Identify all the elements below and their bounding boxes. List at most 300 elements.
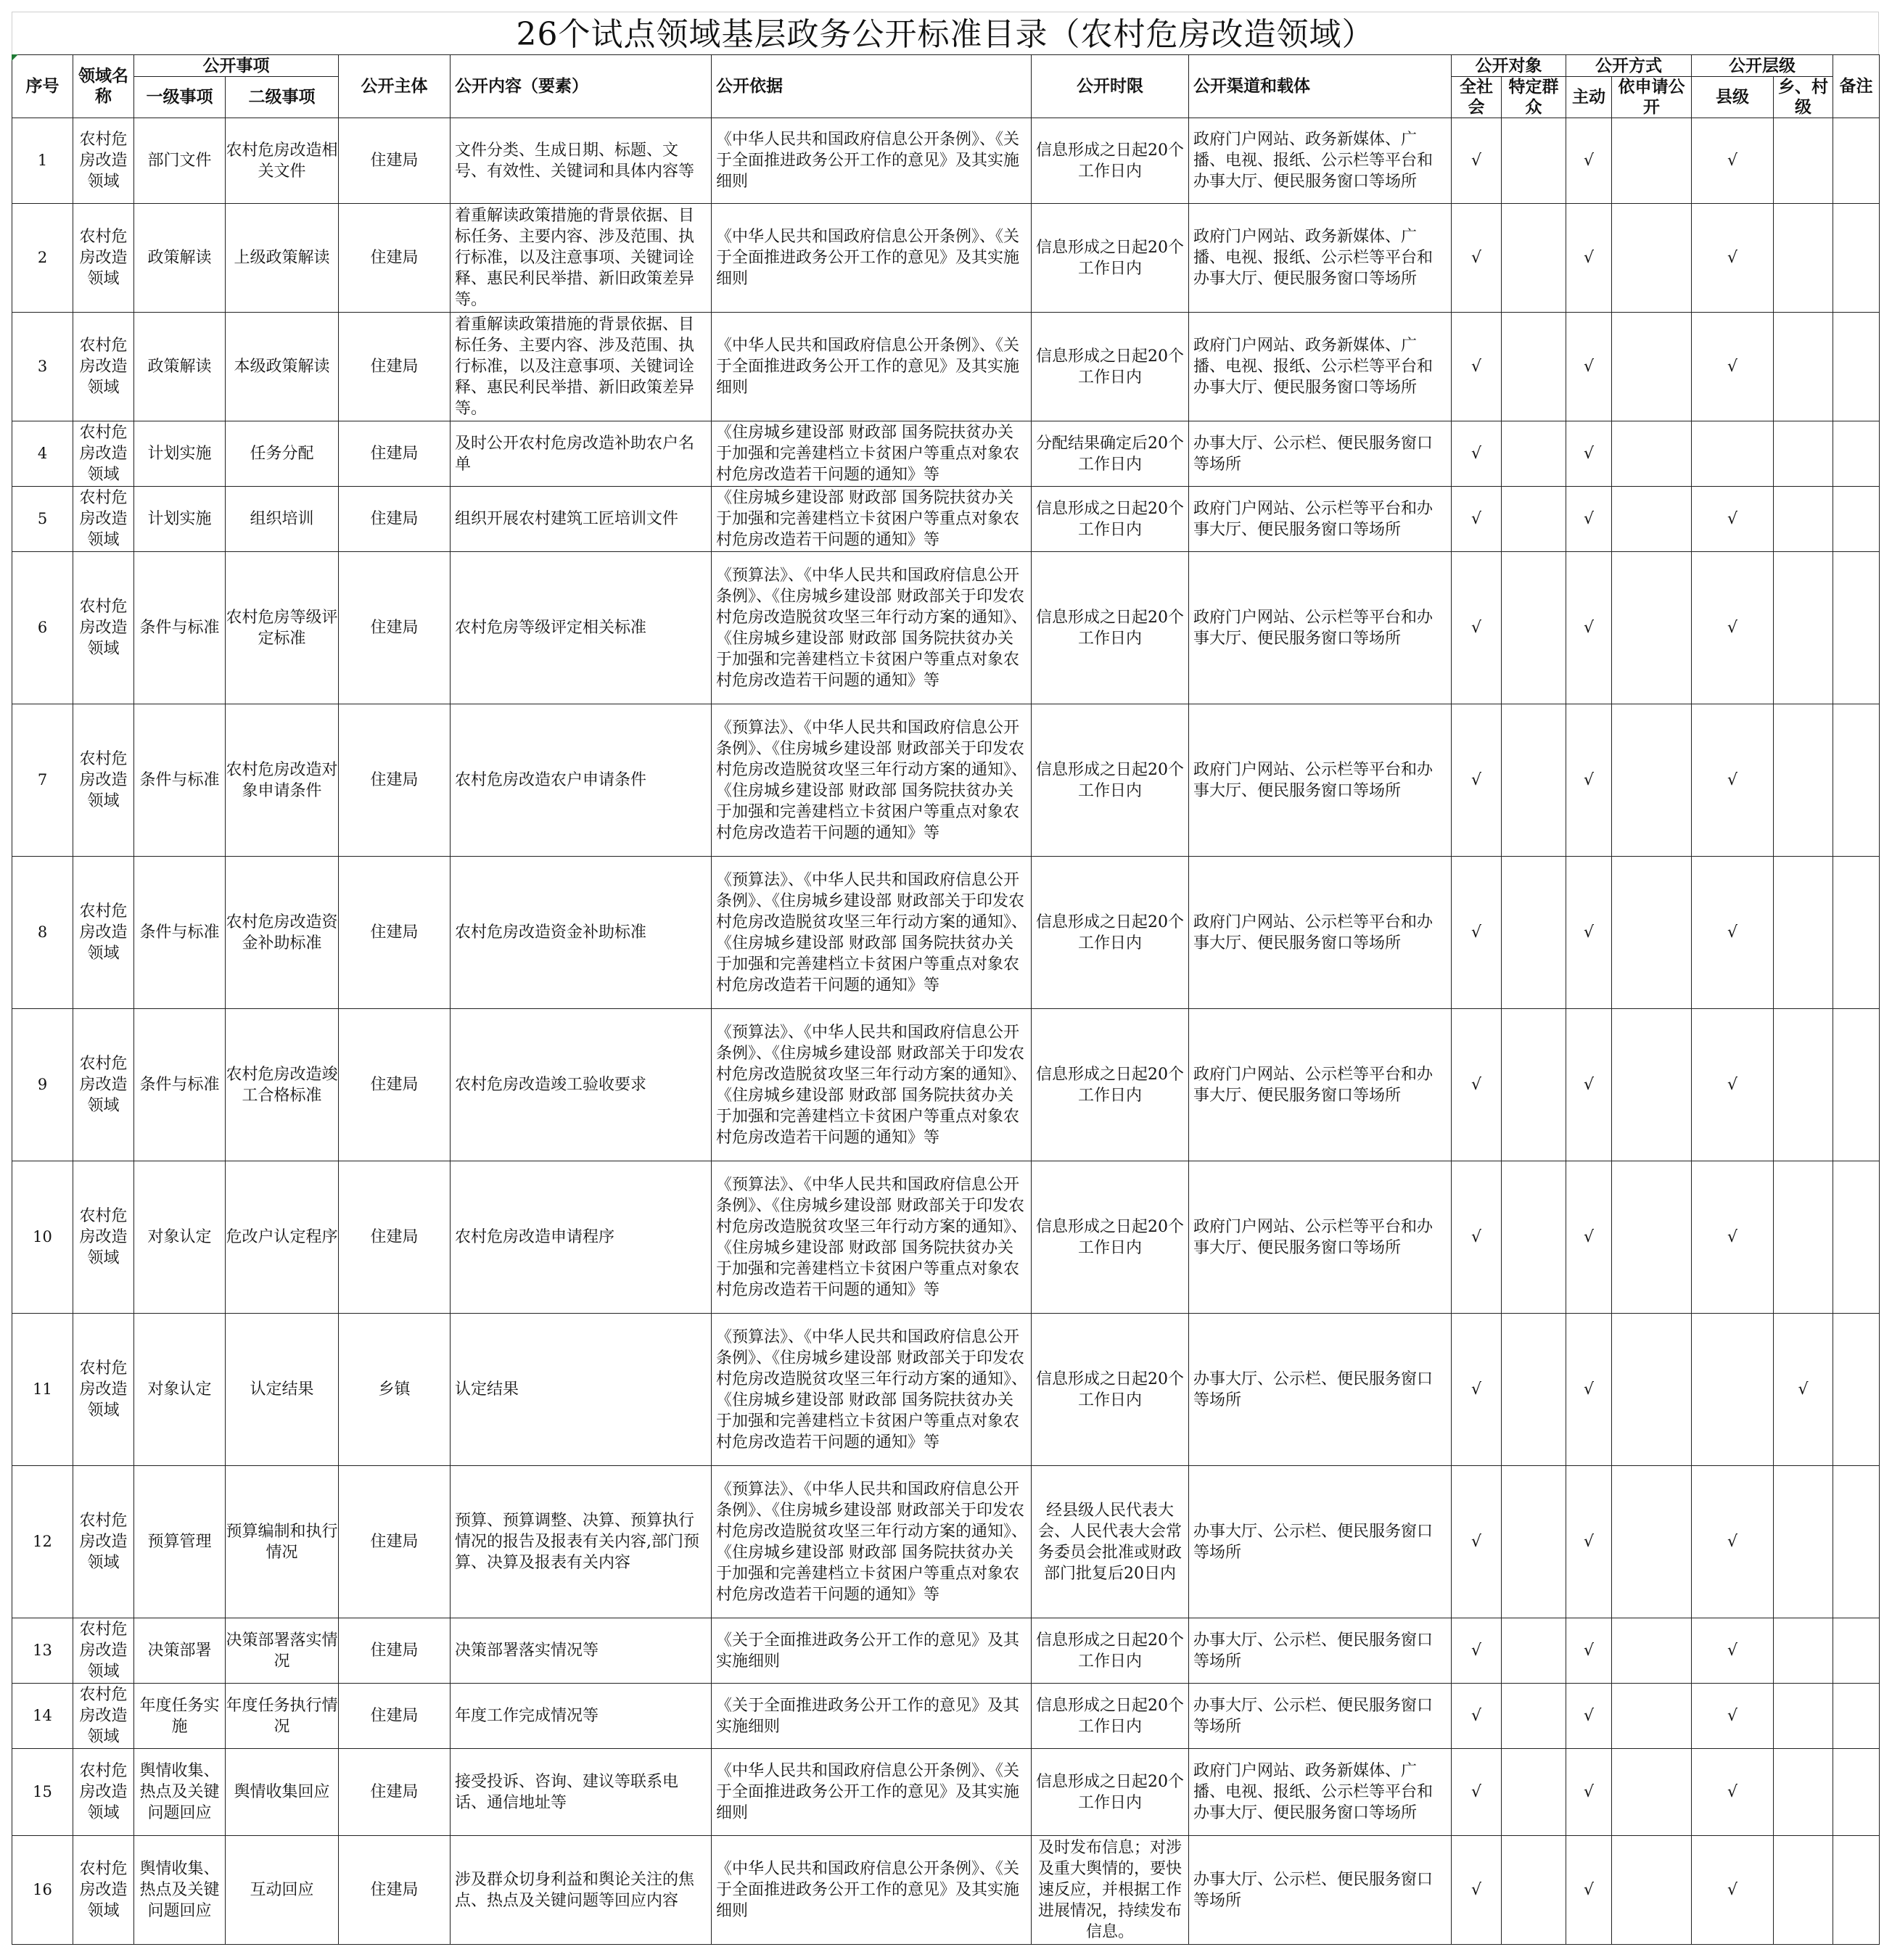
cell-level1: 舆情收集、热点及关键问题回应 — [134, 1749, 226, 1836]
header-level-group: 公开层级 — [1692, 55, 1833, 77]
cell-remark — [1833, 1314, 1880, 1466]
cell-method-apply — [1612, 313, 1692, 421]
cell-method-active — [1566, 857, 1612, 1009]
cell-content: 农村危房改造竣工验收要求 — [451, 1009, 712, 1161]
cell-domain: 农村危房改造领域 — [73, 487, 134, 552]
table-row — [12, 704, 1880, 857]
header-remark: 备注 — [1833, 55, 1880, 118]
check-mark: √ — [1727, 358, 1738, 376]
cell-level-town — [1774, 1618, 1833, 1684]
cell-target-all — [1452, 1684, 1502, 1749]
cell-channel: 办事大厅、公示栏、便民服务窗口等场所 — [1189, 1684, 1452, 1749]
cell-target-all — [1452, 1618, 1502, 1684]
cell-level2: 决策部署落实情况 — [226, 1618, 339, 1684]
check-mark: √ — [1471, 510, 1482, 528]
cell-channel: 办事大厅、公示栏、便民服务窗口等场所 — [1189, 421, 1452, 487]
cell-remark — [1833, 118, 1880, 204]
cell-content: 农村危房改造农户申请条件 — [451, 704, 712, 857]
cell-remark — [1833, 1161, 1880, 1314]
header-level2: 二级事项 — [226, 77, 339, 118]
cell-target-all — [1452, 421, 1502, 487]
header-method-group: 公开方式 — [1566, 55, 1692, 77]
header-basis: 公开依据 — [712, 55, 1032, 118]
cell-method-active — [1566, 1749, 1612, 1836]
spreadsheet — [12, 12, 1879, 1946]
cell-content: 年度工作完成情况等 — [451, 1684, 712, 1749]
cell-content: 及时公开农村危房改造补助农户名单 — [451, 421, 712, 487]
cell-remark — [1833, 421, 1880, 487]
cell-subject: 住建局 — [339, 313, 451, 421]
cell-target-specific — [1502, 487, 1566, 552]
table-row — [12, 1009, 1880, 1161]
cell-basis: 《预算法》、《中华人民共和国政府信息公开条例》、《住房城乡建设部 财政部关于印发农村危房改造脱贫攻坚三年行动方案的通知》、《住房城乡建设部 财政部 国务院扶贫办关于加强和完善建档立卡贫困户等重点对象农村危房改造若干问题的通知》等 — [712, 1009, 1032, 1161]
cell-time: 信息形成之日起20个工作日内 — [1032, 1618, 1189, 1684]
cell-level-town — [1774, 1009, 1833, 1161]
cell-level-county — [1692, 313, 1774, 421]
table-row — [12, 1618, 1880, 1684]
cell-target-specific — [1502, 1466, 1566, 1618]
cell-subject: 住建局 — [339, 857, 451, 1009]
cell-subject: 住建局 — [339, 118, 451, 204]
cell-content: 农村危房改造资金补助标准 — [451, 857, 712, 1009]
header-target-specific: 特定群众 — [1502, 77, 1566, 118]
cell-subject: 住建局 — [339, 1009, 451, 1161]
cell-subject: 住建局 — [339, 1749, 451, 1836]
cell-method-active — [1566, 1836, 1612, 1945]
table-row — [12, 1749, 1880, 1836]
cell-time: 信息形成之日起20个工作日内 — [1032, 1749, 1189, 1836]
cell-method-active — [1566, 1161, 1612, 1314]
cell-method-apply — [1612, 1314, 1692, 1466]
cell-basis: 《中华人民共和国政府信息公开条例》、《关于全面推进政务公开工作的意见》及其实施细则 — [712, 1836, 1032, 1945]
header-seq: 序号 — [12, 55, 73, 118]
table-row — [12, 313, 1880, 421]
check-mark: √ — [1727, 923, 1738, 942]
cell-method-apply — [1612, 1749, 1692, 1836]
cell-remark — [1833, 1618, 1880, 1684]
cell-basis: 《关于全面推进政务公开工作的意见》及其实施细则 — [712, 1684, 1032, 1749]
cell-seq: 6 — [12, 552, 73, 704]
cell-method-active — [1566, 1684, 1612, 1749]
cell-channel: 办事大厅、公示栏、便民服务窗口等场所 — [1189, 1466, 1452, 1618]
cell-domain: 农村危房改造领域 — [73, 552, 134, 704]
cell-method-apply — [1612, 1161, 1692, 1314]
cell-domain: 农村危房改造领域 — [73, 118, 134, 204]
check-mark: √ — [1798, 1380, 1809, 1399]
cell-time: 信息形成之日起20个工作日内 — [1032, 1684, 1189, 1749]
header-level-county: 县级 — [1692, 77, 1774, 118]
check-mark: √ — [1471, 358, 1482, 376]
table-row — [12, 1161, 1880, 1314]
check-mark: √ — [1471, 923, 1482, 942]
cell-target-specific — [1502, 857, 1566, 1009]
cell-seq: 1 — [12, 118, 73, 204]
cell-channel: 政府门户网站、公示栏等平台和办事大厅、便民服务窗口等场所 — [1189, 487, 1452, 552]
cell-subject: 住建局 — [339, 1836, 451, 1945]
check-mark: √ — [1727, 1228, 1738, 1246]
check-mark: √ — [1727, 510, 1738, 528]
cell-level2: 农村危房改造竣工合格标准 — [226, 1009, 339, 1161]
cell-method-active — [1566, 1618, 1612, 1684]
cell-subject: 住建局 — [339, 1466, 451, 1618]
cell-level2: 组织培训 — [226, 487, 339, 552]
cell-channel: 政府门户网站、政务新媒体、广播、电视、报纸、公示栏等平台和办事大厅、便民服务窗口等场所 — [1189, 1749, 1452, 1836]
cell-method-active — [1566, 487, 1612, 552]
cell-content: 农村危房改造申请程序 — [451, 1161, 712, 1314]
cell-subject: 住建局 — [339, 1684, 451, 1749]
cell-basis: 《预算法》、《中华人民共和国政府信息公开条例》、《住房城乡建设部 财政部关于印发农村危房改造脱贫攻坚三年行动方案的通知》、《住房城乡建设部 财政部 国务院扶贫办关于加强和完善建档立卡贫困户等重点对象农村危房改造若干问题的通知》等 — [712, 1161, 1032, 1314]
check-mark: √ — [1583, 1642, 1595, 1660]
cell-method-active — [1566, 1466, 1612, 1618]
cell-target-specific — [1502, 1684, 1566, 1749]
check-mark: √ — [1471, 771, 1482, 789]
check-mark: √ — [1727, 1642, 1738, 1660]
cell-level-town — [1774, 1684, 1833, 1749]
cell-time: 信息形成之日起20个工作日内 — [1032, 552, 1189, 704]
check-mark: √ — [1583, 510, 1595, 528]
cell-method-active — [1566, 313, 1612, 421]
table-row — [12, 1836, 1880, 1945]
cell-level2: 危改户认定程序 — [226, 1161, 339, 1314]
cell-method-apply — [1612, 857, 1692, 1009]
cell-channel: 政府门户网站、公示栏等平台和办事大厅、便民服务窗口等场所 — [1189, 857, 1452, 1009]
cell-level1: 政策解读 — [134, 204, 226, 313]
check-mark: √ — [1727, 1076, 1738, 1094]
cell-level-county — [1692, 1161, 1774, 1314]
cell-domain: 农村危房改造领域 — [73, 421, 134, 487]
check-mark: √ — [1583, 1707, 1595, 1725]
cell-target-all — [1452, 204, 1502, 313]
cell-method-apply — [1612, 1684, 1692, 1749]
check-mark: √ — [1583, 152, 1595, 170]
cell-seq: 9 — [12, 1009, 73, 1161]
cell-target-all — [1452, 487, 1502, 552]
table-body — [12, 118, 1880, 1945]
cell-subject: 住建局 — [339, 421, 451, 487]
check-mark: √ — [1583, 619, 1595, 637]
cell-seq: 16 — [12, 1836, 73, 1945]
cell-level1: 预算管理 — [134, 1466, 226, 1618]
header-method-active: 主动 — [1566, 77, 1612, 118]
cell-target-all — [1452, 552, 1502, 704]
cell-corner-marker — [12, 54, 18, 61]
cell-basis: 《住房城乡建设部 财政部 国务院扶贫办关于加强和完善建档立卡贫困户等重点对象农村危房改造若干问题的通知》等 — [712, 487, 1032, 552]
cell-level-county — [1692, 487, 1774, 552]
cell-level-town — [1774, 1466, 1833, 1618]
check-mark: √ — [1727, 1533, 1738, 1551]
cell-domain: 农村危房改造领域 — [73, 1009, 134, 1161]
cell-seq: 13 — [12, 1618, 73, 1684]
cell-method-apply — [1612, 1009, 1692, 1161]
cell-domain: 农村危房改造领域 — [73, 204, 134, 313]
cell-target-specific — [1502, 1618, 1566, 1684]
cell-domain: 农村危房改造领域 — [73, 1684, 134, 1749]
cell-remark — [1833, 1009, 1880, 1161]
cell-level-town — [1774, 1749, 1833, 1836]
cell-level-town — [1774, 552, 1833, 704]
check-mark: √ — [1471, 1076, 1482, 1094]
check-mark: √ — [1583, 923, 1595, 942]
check-mark: √ — [1583, 445, 1595, 463]
cell-remark — [1833, 1466, 1880, 1618]
cell-method-active — [1566, 704, 1612, 857]
cell-method-active — [1566, 204, 1612, 313]
cell-target-specific — [1502, 313, 1566, 421]
check-mark: √ — [1727, 1783, 1738, 1801]
header-level1: 一级事项 — [134, 77, 226, 118]
cell-target-all — [1452, 704, 1502, 857]
cell-seq: 7 — [12, 704, 73, 857]
cell-level2: 农村危房等级评定标准 — [226, 552, 339, 704]
cell-target-specific — [1502, 552, 1566, 704]
check-mark: √ — [1727, 771, 1738, 789]
check-mark: √ — [1583, 1881, 1595, 1899]
check-mark: √ — [1727, 249, 1738, 267]
header-level-town: 乡、村级 — [1774, 77, 1833, 118]
cell-subject: 住建局 — [339, 704, 451, 857]
cell-basis: 《中华人民共和国政府信息公开条例》、《关于全面推进政务公开工作的意见》及其实施细则 — [712, 313, 1032, 421]
check-mark: √ — [1471, 1642, 1482, 1660]
cell-level2: 任务分配 — [226, 421, 339, 487]
check-mark: √ — [1471, 249, 1482, 267]
cell-target-all — [1452, 857, 1502, 1009]
check-mark: √ — [1471, 1228, 1482, 1246]
cell-remark — [1833, 704, 1880, 857]
check-mark: √ — [1583, 1076, 1595, 1094]
header-method-apply: 依申请公开 — [1612, 77, 1692, 118]
cell-level1: 部门文件 — [134, 118, 226, 204]
cell-time: 信息形成之日起20个工作日内 — [1032, 1161, 1189, 1314]
table-row — [12, 1466, 1880, 1618]
check-mark: √ — [1471, 1881, 1482, 1899]
catalog-table — [12, 54, 1880, 1945]
cell-level-town — [1774, 704, 1833, 857]
cell-method-apply — [1612, 487, 1692, 552]
cell-channel: 政府门户网站、公示栏等平台和办事大厅、便民服务窗口等场所 — [1189, 552, 1452, 704]
cell-seq: 3 — [12, 313, 73, 421]
cell-method-active — [1566, 1314, 1612, 1466]
cell-seq: 14 — [12, 1684, 73, 1749]
cell-basis: 《预算法》、《中华人民共和国政府信息公开条例》、《住房城乡建设部 财政部关于印发农村危房改造脱贫攻坚三年行动方案的通知》、《住房城乡建设部 财政部 国务院扶贫办关于加强和完善建档立卡贫困户等重点对象农村危房改造若干问题的通知》等 — [712, 1314, 1032, 1466]
cell-seq: 4 — [12, 421, 73, 487]
cell-method-apply — [1612, 552, 1692, 704]
cell-channel: 政府门户网站、公示栏等平台和办事大厅、便民服务窗口等场所 — [1189, 704, 1452, 857]
cell-level2: 舆情收集回应 — [226, 1749, 339, 1836]
cell-level2: 年度任务执行情况 — [226, 1684, 339, 1749]
cell-content: 着重解读政策措施的背景依据、目标任务、主要内容、涉及范围、执行标准，以及注意事项、关键词诠释、惠民利民举措、新旧政策差异等。 — [451, 204, 712, 313]
cell-channel: 办事大厅、公示栏、便民服务窗口等场所 — [1189, 1618, 1452, 1684]
cell-content: 着重解读政策措施的背景依据、目标任务、主要内容、涉及范围、执行标准，以及注意事项、关键词诠释、惠民利民举措、新旧政策差异等。 — [451, 313, 712, 421]
cell-target-specific — [1502, 421, 1566, 487]
cell-method-apply — [1612, 421, 1692, 487]
cell-time: 信息形成之日起20个工作日内 — [1032, 857, 1189, 1009]
cell-target-specific — [1502, 118, 1566, 204]
cell-target-all — [1452, 1161, 1502, 1314]
cell-subject: 住建局 — [339, 204, 451, 313]
cell-domain: 农村危房改造领域 — [73, 704, 134, 857]
cell-content: 接受投诉、咨询、建议等联系电话、通信地址等 — [451, 1749, 712, 1836]
cell-level-town — [1774, 204, 1833, 313]
cell-remark — [1833, 1749, 1880, 1836]
cell-level-county — [1692, 1618, 1774, 1684]
cell-level-town — [1774, 1314, 1833, 1466]
cell-channel: 政府门户网站、政务新媒体、广播、电视、报纸、公示栏等平台和办事大厅、便民服务窗口等场所 — [1189, 313, 1452, 421]
cell-level1: 政策解读 — [134, 313, 226, 421]
table-row — [12, 1314, 1880, 1466]
cell-content: 决策部署落实情况等 — [451, 1618, 712, 1684]
cell-level2: 上级政策解读 — [226, 204, 339, 313]
cell-domain: 农村危房改造领域 — [73, 1836, 134, 1945]
cell-time: 信息形成之日起20个工作日内 — [1032, 313, 1189, 421]
check-mark: √ — [1727, 1881, 1738, 1899]
cell-level2: 农村危房改造对象申请条件 — [226, 704, 339, 857]
cell-level1: 决策部署 — [134, 1618, 226, 1684]
table-row — [12, 487, 1880, 552]
cell-basis: 《中华人民共和国政府信息公开条例》、《关于全面推进政务公开工作的意见》及其实施细则 — [712, 204, 1032, 313]
cell-target-specific — [1502, 204, 1566, 313]
check-mark: √ — [1583, 771, 1595, 789]
cell-content: 组织开展农村建筑工匠培训文件 — [451, 487, 712, 552]
check-mark: √ — [1727, 152, 1738, 170]
cell-level-county — [1692, 1836, 1774, 1945]
cell-time: 经县级人民代表大会、人民代表大会常务委员会批准或财政部门批复后20日内 — [1032, 1466, 1189, 1618]
cell-remark — [1833, 487, 1880, 552]
cell-time: 信息形成之日起20个工作日内 — [1032, 704, 1189, 857]
cell-subject: 住建局 — [339, 552, 451, 704]
cell-remark — [1833, 552, 1880, 704]
cell-remark — [1833, 204, 1880, 313]
cell-level1: 对象认定 — [134, 1161, 226, 1314]
cell-content: 认定结果 — [451, 1314, 712, 1466]
check-mark: √ — [1727, 619, 1738, 637]
cell-level-town — [1774, 1836, 1833, 1945]
cell-level1: 条件与标准 — [134, 857, 226, 1009]
check-mark: √ — [1583, 1783, 1595, 1801]
cell-remark — [1833, 1836, 1880, 1945]
cell-target-specific — [1502, 1836, 1566, 1945]
check-mark: √ — [1583, 249, 1595, 267]
cell-level-county — [1692, 421, 1774, 487]
cell-method-apply — [1612, 118, 1692, 204]
cell-seq: 2 — [12, 204, 73, 313]
check-mark: √ — [1471, 1783, 1482, 1801]
cell-channel: 办事大厅、公示栏、便民服务窗口等场所 — [1189, 1836, 1452, 1945]
cell-level-town — [1774, 313, 1833, 421]
cell-level-county — [1692, 1466, 1774, 1618]
cell-level-town — [1774, 118, 1833, 204]
cell-level-town — [1774, 487, 1833, 552]
cell-basis: 《住房城乡建设部 财政部 国务院扶贫办关于加强和完善建档立卡贫困户等重点对象农村危房改造若干问题的通知》等 — [712, 421, 1032, 487]
cell-level-county — [1692, 1009, 1774, 1161]
cell-method-apply — [1612, 1836, 1692, 1945]
check-mark: √ — [1471, 1380, 1482, 1399]
check-mark: √ — [1471, 1707, 1482, 1725]
cell-basis: 《预算法》、《中华人民共和国政府信息公开条例》、《住房城乡建设部 财政部关于印发农村危房改造脱贫攻坚三年行动方案的通知》、《住房城乡建设部 财政部 国务院扶贫办关于加强和完善建档立卡贫困户等重点对象农村危房改造若干问题的通知》等 — [712, 1466, 1032, 1618]
cell-channel: 政府门户网站、政务新媒体、广播、电视、报纸、公示栏等平台和办事大厅、便民服务窗口等场所 — [1189, 204, 1452, 313]
header-time: 公开时限 — [1032, 55, 1189, 118]
cell-method-apply — [1612, 704, 1692, 857]
check-mark: √ — [1471, 445, 1482, 463]
cell-level-county — [1692, 552, 1774, 704]
header-domain: 领域名称 — [73, 55, 134, 118]
cell-time: 及时发布信息；对涉及重大舆情的，要快速反应，并根据工作进展情况，持续发布信息。 — [1032, 1836, 1189, 1945]
cell-target-all — [1452, 1314, 1502, 1466]
cell-method-apply — [1612, 1466, 1692, 1618]
cell-level-county — [1692, 1314, 1774, 1466]
cell-domain: 农村危房改造领域 — [73, 1314, 134, 1466]
cell-time: 信息形成之日起20个工作日内 — [1032, 1009, 1189, 1161]
cell-seq: 15 — [12, 1749, 73, 1836]
cell-seq: 10 — [12, 1161, 73, 1314]
cell-target-specific — [1502, 1749, 1566, 1836]
cell-basis: 《中华人民共和国政府信息公开条例》、《关于全面推进政务公开工作的意见》及其实施细则 — [712, 118, 1032, 204]
cell-level-county — [1692, 704, 1774, 857]
cell-content: 预算、预算调整、决算、预算执行情况的报告及报表有关内容,部门预算、决算及报表有关内容 — [451, 1466, 712, 1618]
cell-domain: 农村危房改造领域 — [73, 1161, 134, 1314]
header-target-all: 全社会 — [1452, 77, 1502, 118]
check-mark: √ — [1727, 1707, 1738, 1725]
cell-channel: 政府门户网站、政务新媒体、广播、电视、报纸、公示栏等平台和办事大厅、便民服务窗口等场所 — [1189, 118, 1452, 204]
cell-target-specific — [1502, 1161, 1566, 1314]
cell-level1: 条件与标准 — [134, 704, 226, 857]
cell-basis: 《预算法》、《中华人民共和国政府信息公开条例》、《住房城乡建设部 财政部关于印发农村危房改造脱贫攻坚三年行动方案的通知》、《住房城乡建设部 财政部 国务院扶贫办关于加强和完善建档立卡贫困户等重点对象农村危房改造若干问题的通知》等 — [712, 552, 1032, 704]
cell-level1: 计划实施 — [134, 487, 226, 552]
cell-time: 分配结果确定后20个工作日内 — [1032, 421, 1189, 487]
check-mark: √ — [1583, 1380, 1595, 1399]
cell-time: 信息形成之日起20个工作日内 — [1032, 1314, 1189, 1466]
cell-subject: 住建局 — [339, 1618, 451, 1684]
check-mark: √ — [1583, 358, 1595, 376]
cell-time: 信息形成之日起20个工作日内 — [1032, 487, 1189, 552]
cell-level2: 农村危房改造资金补助标准 — [226, 857, 339, 1009]
cell-subject: 住建局 — [339, 1161, 451, 1314]
cell-channel: 政府门户网站、公示栏等平台和办事大厅、便民服务窗口等场所 — [1189, 1009, 1452, 1161]
cell-level1: 条件与标准 — [134, 552, 226, 704]
cell-method-apply — [1612, 1618, 1692, 1684]
cell-domain: 农村危房改造领域 — [73, 1618, 134, 1684]
page-title: 26个试点领域基层政务公开标准目录（农村危房改造领域） — [12, 12, 1879, 54]
cell-level2: 认定结果 — [226, 1314, 339, 1466]
cell-level1: 计划实施 — [134, 421, 226, 487]
cell-level2: 预算编制和执行情况 — [226, 1466, 339, 1618]
cell-basis: 《预算法》、《中华人民共和国政府信息公开条例》、《住房城乡建设部 财政部关于印发农村危房改造脱贫攻坚三年行动方案的通知》、《住房城乡建设部 财政部 国务院扶贫办关于加强和完善建档立卡贫困户等重点对象农村危房改造若干问题的通知》等 — [712, 704, 1032, 857]
table-row — [12, 421, 1880, 487]
cell-level-county — [1692, 204, 1774, 313]
table-row — [12, 552, 1880, 704]
cell-seq: 11 — [12, 1314, 73, 1466]
cell-level1: 对象认定 — [134, 1314, 226, 1466]
header-content: 公开内容（要素） — [451, 55, 712, 118]
cell-content: 农村危房等级评定相关标准 — [451, 552, 712, 704]
header-channel: 公开渠道和载体 — [1189, 55, 1452, 118]
cell-subject: 乡镇 — [339, 1314, 451, 1466]
header-items-group: 公开事项 — [134, 55, 339, 77]
cell-seq: 12 — [12, 1466, 73, 1618]
cell-target-all — [1452, 1009, 1502, 1161]
check-mark: √ — [1583, 1228, 1595, 1246]
table-row — [12, 118, 1880, 204]
check-mark: √ — [1471, 152, 1482, 170]
cell-target-all — [1452, 1466, 1502, 1618]
cell-content: 涉及群众切身利益和舆论关注的焦点、热点及关键问题等回应内容 — [451, 1836, 712, 1945]
cell-method-active — [1566, 118, 1612, 204]
table-row — [12, 857, 1880, 1009]
cell-level2: 本级政策解读 — [226, 313, 339, 421]
cell-method-active — [1566, 1009, 1612, 1161]
cell-domain: 农村危房改造领域 — [73, 1749, 134, 1836]
cell-level-county — [1692, 1749, 1774, 1836]
cell-level-town — [1774, 421, 1833, 487]
